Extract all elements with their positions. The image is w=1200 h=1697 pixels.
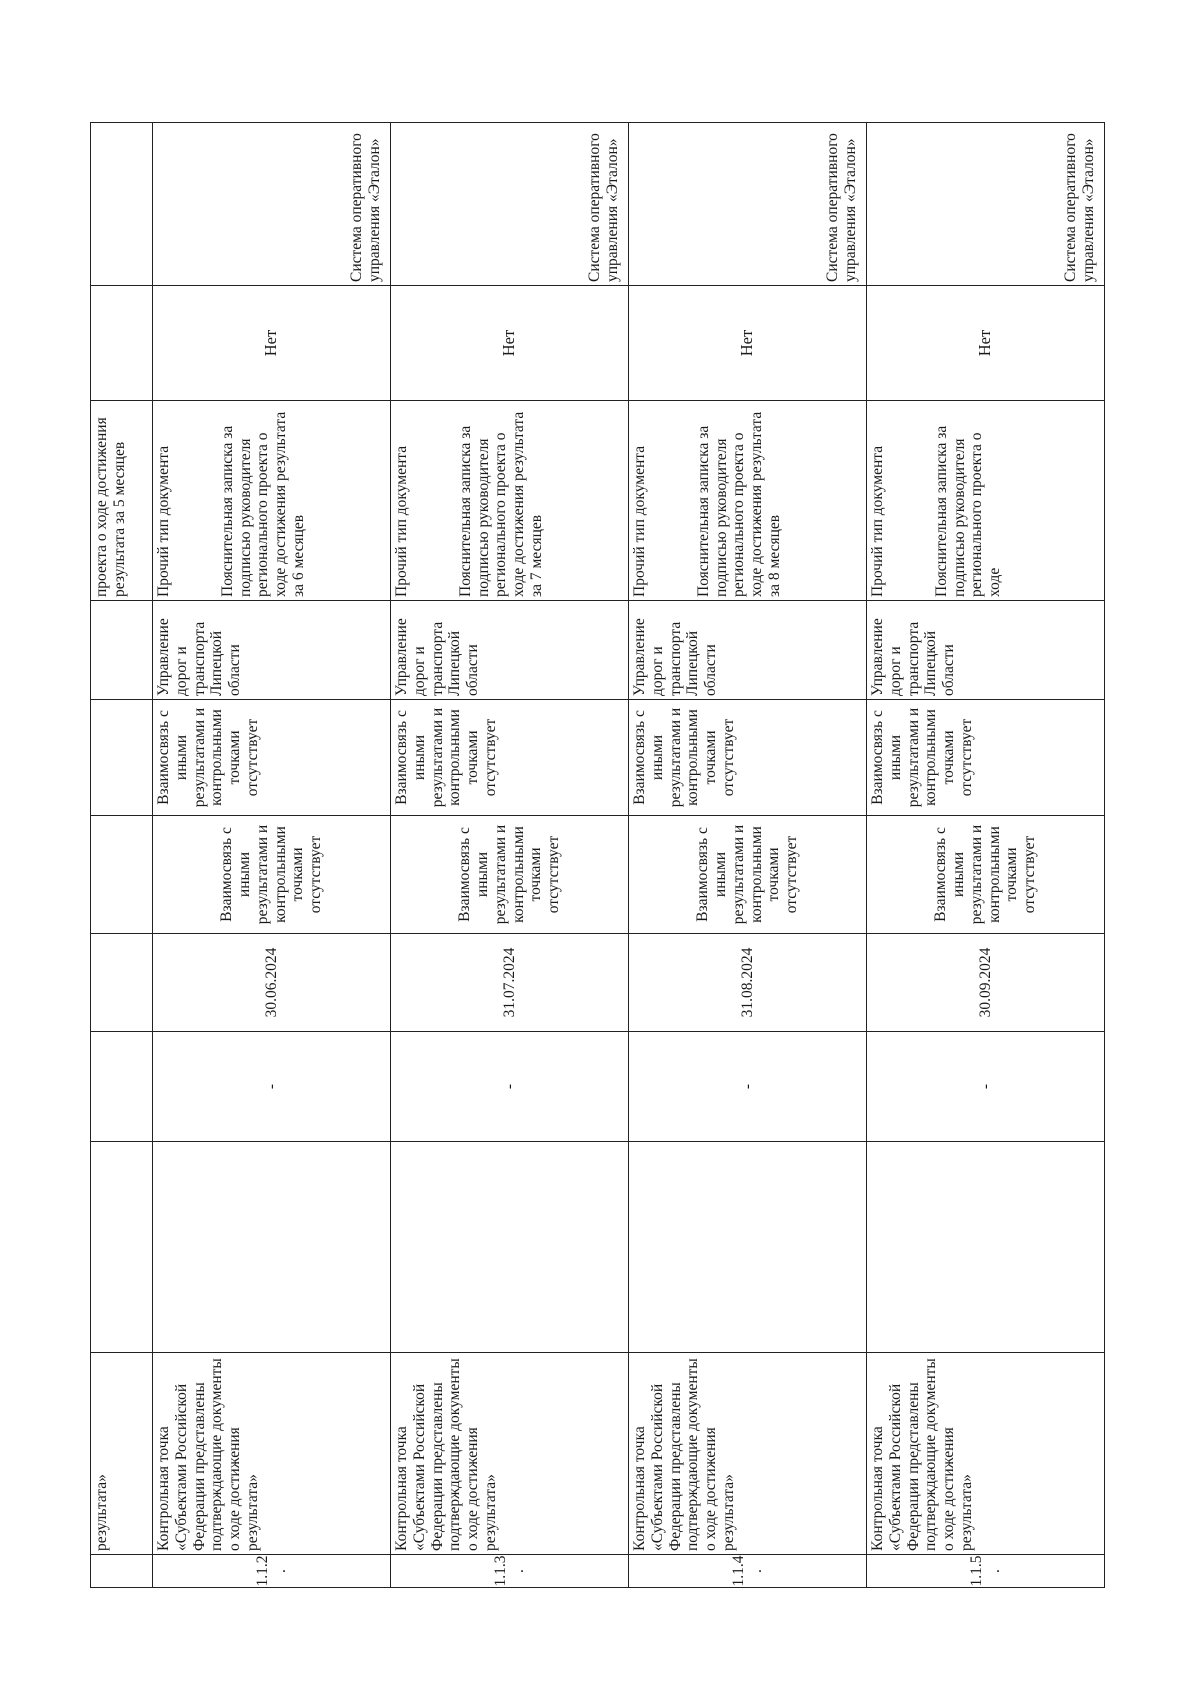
row-name: Контрольная точка «Субъектами Российской Федерации представлены подтверждающие документы о ходе достижения результата» [153, 1353, 391, 1555]
row-doc-desc: Пояснительная записка за подписью руководителя регионального проекта о ходе достижения результата за 8 месяцев [694, 411, 784, 597]
rotated-page [90, 123, 1105, 1588]
row-relation-prev: Взаимосвязь с иными результатами и контрольными точками отсутствует [629, 816, 867, 934]
row-gis: Нет [629, 286, 867, 401]
row-gis: Нет [391, 286, 629, 401]
row-date: 31.08.2024 [629, 934, 867, 1032]
row-gis: Нет [867, 286, 1105, 401]
cell-system [91, 123, 153, 286]
row-doc-type: Прочий тип документа [155, 445, 172, 597]
row-number: 1.1.2. [153, 1555, 391, 1588]
row-relation-next: Взаимосвязь с иными результатами и контрольными точками отсутствует [867, 700, 1105, 816]
row-responsible: Управление дорог и транспорта Липецкой области [629, 601, 867, 700]
row-gis: Нет [153, 286, 391, 401]
row-relation-next: Взаимосвязь с иными результатами и контрольными точками отсутствует [391, 700, 629, 816]
row-base-value [391, 1142, 629, 1353]
row-base-value [153, 1142, 391, 1353]
table-row [629, 123, 867, 1588]
row-relation-next: Взаимосвязь с иными результатами и контрольными точками отсутствует [629, 700, 867, 816]
row-responsible: Управление дорог и транспорта Липецкой области [153, 601, 391, 700]
row-base-date: - [391, 1032, 629, 1142]
row-document [391, 401, 629, 601]
row-base-date: - [629, 1032, 867, 1142]
row-responsible: Управление дорог и транспорта Липецкой области [867, 601, 1105, 700]
row-name: Контрольная точка «Субъектами Российской Федерации представлены подтверждающие документы о ходе достижения результата» [629, 1353, 867, 1555]
row-doc-desc: Пояснительная записка за подписью руководителя регионального проекта о ходе [932, 425, 1004, 597]
row-number: 1.1.3. [391, 1555, 629, 1588]
row-system: Система оперативного управления «Эталон» [391, 123, 629, 286]
row-system: Система оперативного управления «Эталон» [153, 123, 391, 286]
row-name: Контрольная точка «Субъектами Российской Федерации представлены подтверждающие документы о ходе достижения результата» [867, 1353, 1105, 1555]
table-row [867, 123, 1105, 1588]
control-points-table [90, 122, 1105, 1588]
row-date: 31.07.2024 [391, 934, 629, 1032]
row-base-date: - [867, 1032, 1105, 1142]
row-base-value [867, 1142, 1105, 1353]
row-document [153, 401, 391, 601]
row-document [867, 401, 1105, 601]
row-number: 1.1.5. [867, 1555, 1105, 1588]
row-name: Контрольная точка «Субъектами Российской Федерации представлены подтверждающие документы о ходе достижения результата» [391, 1353, 629, 1555]
row-base-value [629, 1142, 867, 1353]
row-doc-desc: Пояснительная записка за подписью руководителя регионального проекта о ходе достижения результата за 7 месяцев [456, 411, 546, 597]
cell-name: результата» [91, 1353, 153, 1555]
cell-responsible [91, 601, 153, 700]
cell-relation-next [91, 700, 153, 816]
table-row [153, 123, 391, 1588]
row-system: Система оперативного управления «Эталон» [867, 123, 1105, 286]
row-number: 1.1.4. [629, 1555, 867, 1588]
row-relation-prev: Взаимосвязь с иными результатами и контрольными точками отсутствует [867, 816, 1105, 934]
row-doc-type: Прочий тип документа [631, 445, 648, 597]
cell-doc: проекта о ходе достижения результата за 5 месяцев [91, 401, 153, 601]
row-document [629, 401, 867, 601]
row-date: 30.09.2024 [867, 934, 1105, 1032]
cell-num [91, 1555, 153, 1588]
cell-date [91, 934, 153, 1032]
row-relation-prev: Взаимосвязь с иными результатами и контрольными точками отсутствует [153, 816, 391, 934]
row-relation-prev: Взаимосвязь с иными результатами и контрольными точками отсутствует [391, 816, 629, 934]
cell-gis [91, 286, 153, 401]
row-relation-next: Взаимосвязь с иными результатами и контрольными точками отсутствует [153, 700, 391, 816]
cell-relation-prev [91, 816, 153, 934]
row-responsible: Управление дорог и транспорта Липецкой области [391, 601, 629, 700]
row-date: 30.06.2024 [153, 934, 391, 1032]
row-doc-type: Прочий тип документа [869, 445, 886, 597]
row-doc-desc: Пояснительная записка за подписью руководителя регионального проекта о ходе достижения результата за 6 месяцев [218, 411, 308, 597]
table-row [391, 123, 629, 1588]
row-system: Система оперативного управления «Эталон» [629, 123, 867, 286]
continuation-row [91, 123, 153, 1588]
row-doc-type: Прочий тип документа [393, 445, 410, 597]
cell-base-date [91, 1032, 153, 1142]
cell-base-value [91, 1142, 153, 1353]
row-base-date: - [153, 1032, 391, 1142]
